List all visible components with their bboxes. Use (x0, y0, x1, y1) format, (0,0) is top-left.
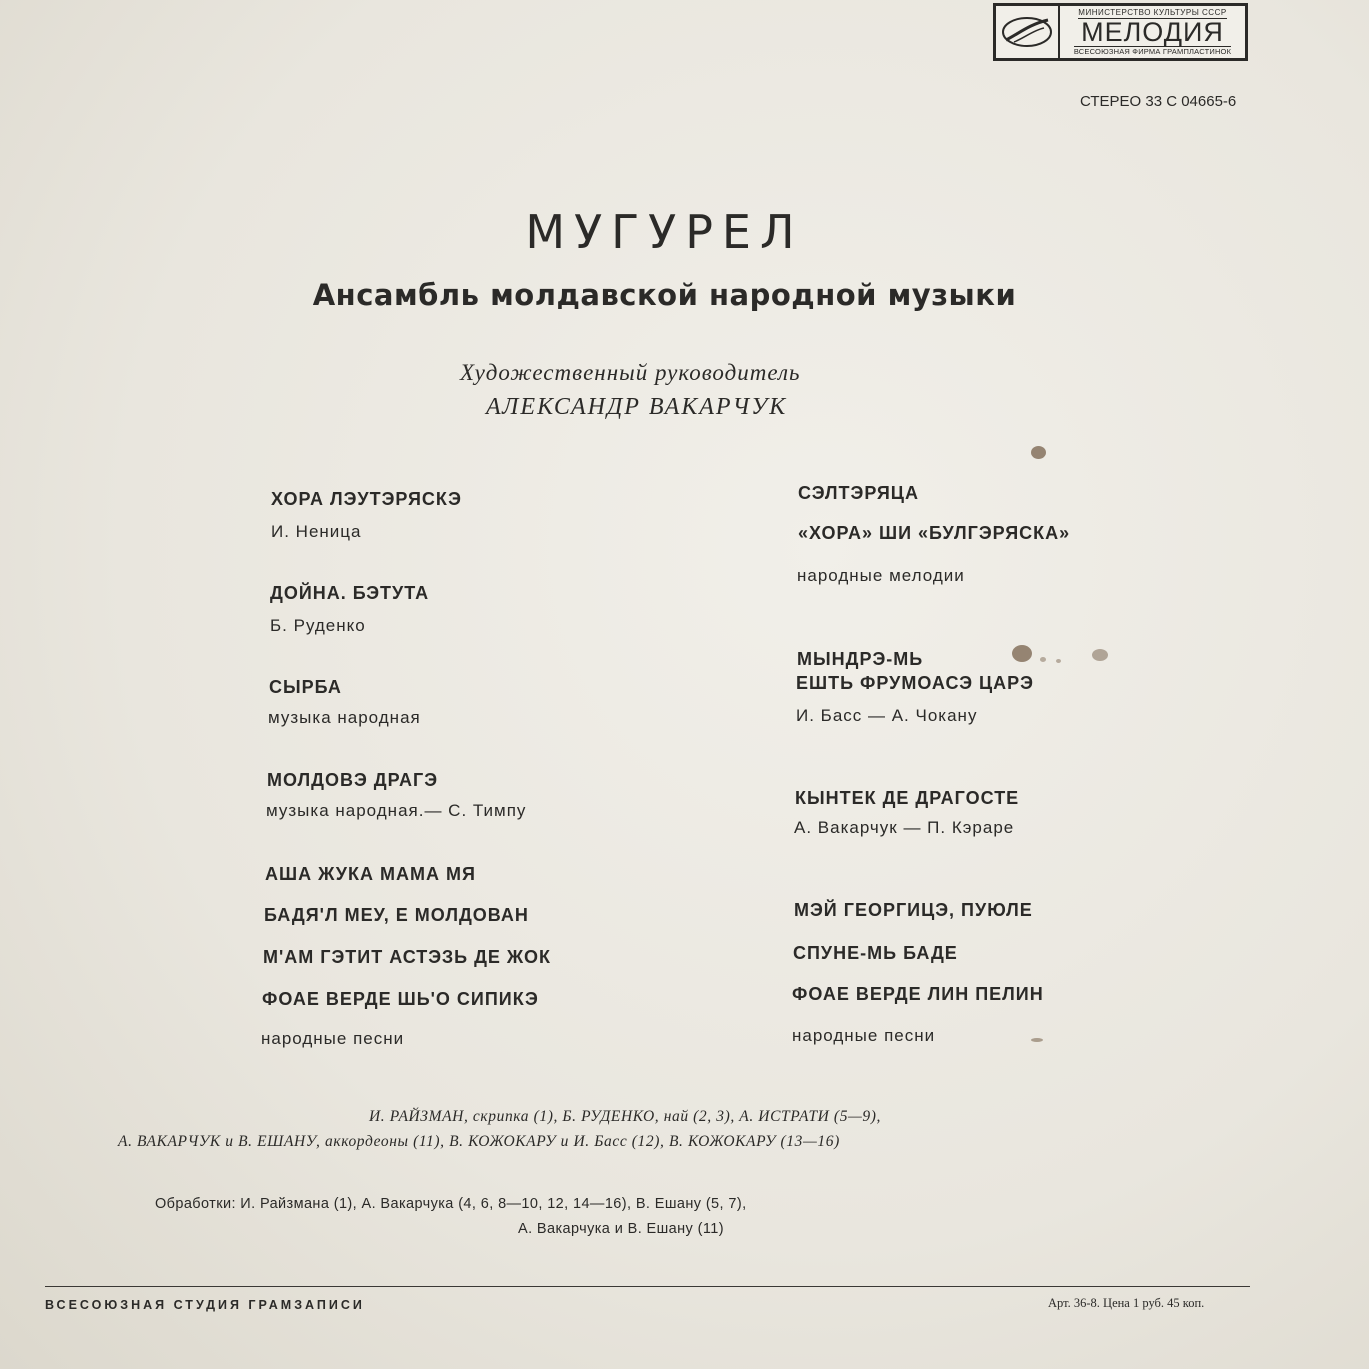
track-title: ДОЙНА. БЭТУТА (270, 583, 430, 603)
logo-text (1060, 6, 1245, 58)
stain-speck (1031, 1038, 1043, 1042)
track-title: МЭЙ ГЕОРГИЦЭ, ПУЮЛЕ (794, 900, 1033, 920)
track-title: ХОРА ЛЭУТЭРЯСКЭ (271, 489, 462, 509)
track-title: БАДЯ'Л МЕУ, Е МОЛДОВАН (264, 905, 529, 925)
track-title: МОЛДОВЭ ДРАГЭ (267, 770, 439, 790)
track-author: народные песни (792, 1026, 936, 1045)
track-title: ФОАЕ ВЕРДЕ ЛИН ПЕЛИН (792, 984, 1044, 1004)
arrangements-line: Обработки: И. Райзмана (1), А. Вакарчука (4, 6, 8—10, 12, 14—16), В. Ешану (5, 7), (155, 1196, 747, 1212)
track-author: И. Басс — А. Чокану (796, 706, 978, 725)
stain-speck (1056, 659, 1061, 663)
track-author: музыка народная.— С. Тимпу (266, 801, 527, 820)
track-title: КЫНТЕК ДЕ ДРАГОСТЕ (795, 788, 1020, 808)
track-title: СПУНЕ-МЬ БАДЕ (793, 943, 958, 963)
price-label: Арт. 36-8. Цена 1 руб. 45 коп. (1048, 1296, 1205, 1310)
logo-name: МЕЛОДИЯ (1081, 17, 1224, 47)
melodiya-logo (993, 3, 1248, 61)
footer-divider (45, 1286, 1250, 1287)
album-subtitle: Ансамбль молдавской народной музыки (312, 278, 1017, 312)
studio-name: ВСЕСОЮЗНАЯ СТУДИЯ ГРАМЗАПИСИ (45, 1298, 365, 1312)
track-author: музыка народная (268, 708, 421, 727)
track-title: ФОАЕ ВЕРДЕ ШЬ'О СИПИКЭ (262, 989, 539, 1009)
performer-credits-line: И. РАЙЗМАН, скрипка (1), Б. РУДЕНКО, най (2, 3), А. ИСТРАТИ (5—9), (369, 1108, 882, 1125)
track-title: АША ЖУКА МАМА МЯ (265, 864, 476, 884)
track-author: И. Неница (271, 522, 362, 541)
track-author: Б. Руденко (270, 616, 366, 635)
arrangements-line: А. Вакарчука и В. Ешану (11) (518, 1221, 724, 1237)
stain-speck (1092, 649, 1108, 661)
album-title: МУГУРЕЛ (525, 205, 804, 259)
track-title: «ХОРА» ШИ «БУЛГЭРЯСКА» (798, 523, 1071, 543)
track-title: СЭЛТЭРЯЦА (798, 483, 919, 503)
track-author: народные мелодии (797, 566, 965, 585)
track-title: СЫРБА (269, 677, 342, 697)
logo-ministry: МИНИСТЕРСТВО КУЛЬТУРЫ СССР (1078, 8, 1227, 17)
stain-speck (1031, 446, 1046, 459)
track-author: народные песни (261, 1029, 405, 1048)
track-title: М'АМ ГЭТИТ АСТЭЗЬ ДЕ ЖОК (263, 947, 551, 967)
logo-firm: ВСЕСОЮЗНАЯ ФИРМА ГРАМПЛАСТИНОК (1073, 47, 1232, 56)
melodiya-emblem-icon (996, 6, 1060, 58)
track-author: А. Вакарчук — П. Кэраре (794, 818, 1015, 837)
catalog-number: СТЕРЕО 33 С 04665-6 (1080, 93, 1237, 110)
director-name: АЛЕКСАНДР ВАКАРЧУК (486, 394, 788, 420)
performer-credits-line: А. ВАКАРЧУК и В. ЕШАНУ, аккордеоны (11), В. КОЖОКАРУ и И. Басс (12), В. КОЖОКАРУ (13—16) (118, 1133, 840, 1150)
stain-speck (1040, 657, 1046, 662)
director-role: Художественный руководитель (460, 360, 801, 385)
stain-speck (1012, 645, 1032, 662)
track-title: МЫНДРЭ-МЬ (797, 649, 924, 669)
track-title: ЕШТЬ ФРУМОАСЭ ЦАРЭ (796, 673, 1034, 693)
